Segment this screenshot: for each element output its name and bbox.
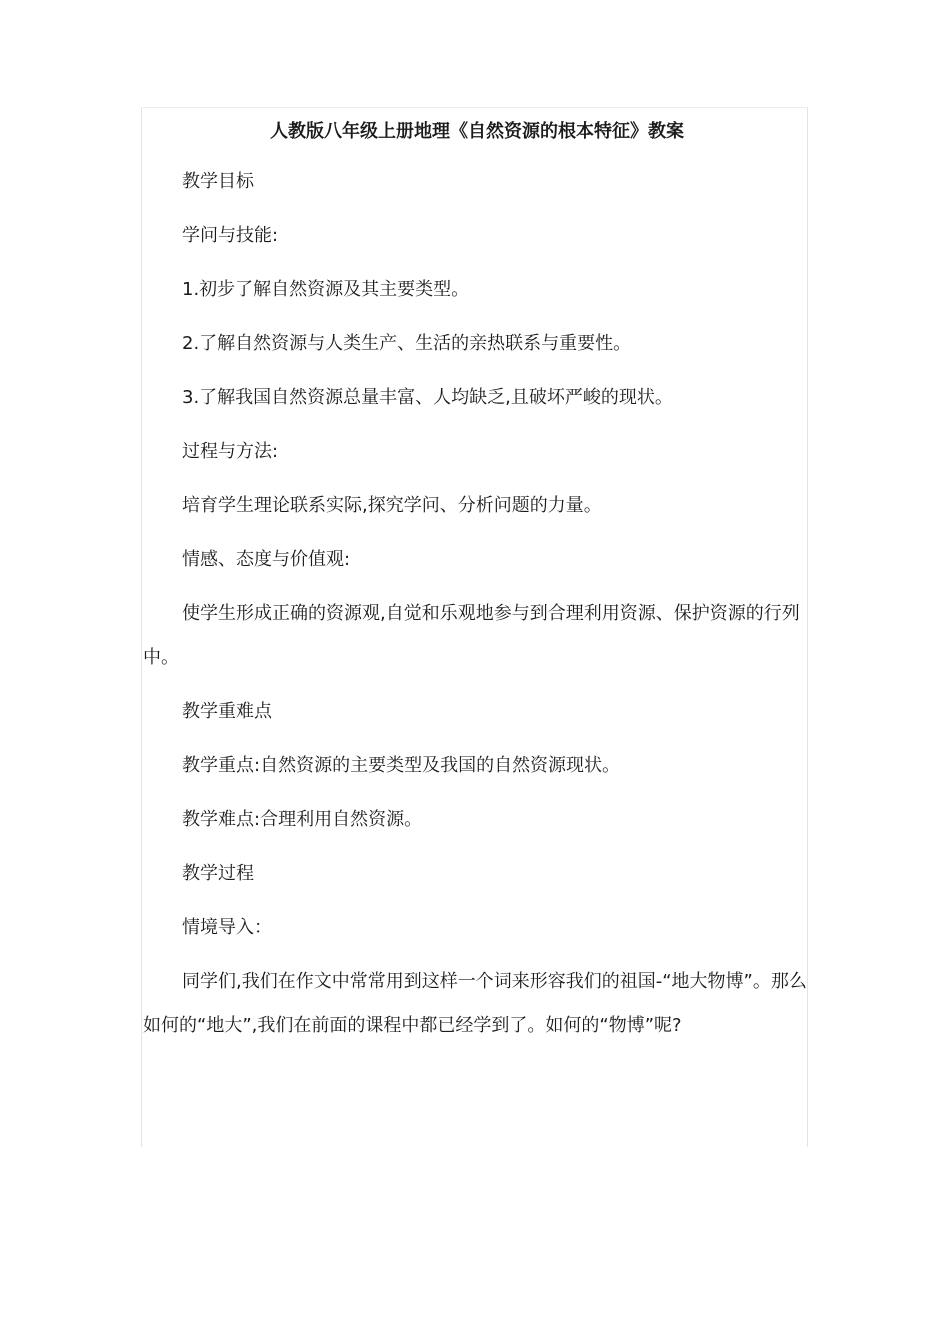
paragraph-scenario-intro: 情境导入： [182, 917, 272, 938]
document-title: 人教版八年级上册地理《自然资源的根本特征》教案 [270, 121, 684, 142]
paragraph-item-2: 2.了解自然资源与人类生产、生活的亲热联系与重要性。 [182, 333, 632, 354]
paragraph-process-methods: 过程与方法: [182, 441, 279, 462]
document-body [143, 118, 811, 1058]
paragraph-values-content: 使学生形成正确的资源观,自觉和乐观地参与到合理利用资源、保护资源的行列中。 [143, 603, 800, 668]
paragraph-intro-content: 同学们,我们在作文中常常用到这样一个词来形容我们的祖国-“地大物博”。那么如何的“地大”,我们在前面的课程中都已经学到了。如何的“物博”呢? [143, 971, 807, 1036]
paragraph-difficult-point: 教学难点:合理利用自然资源。 [182, 809, 423, 830]
paragraph-emotion-values: 情感、态度与价值观: [182, 549, 351, 570]
paragraph-teaching-process: 教学过程 [182, 863, 254, 884]
paragraph-process-content: 培育学生理论联系实际,探究学问、分析问题的力量。 [182, 495, 602, 516]
paragraph-key-point: 教学重点:自然资源的主要类型及我国的自然资源现状。 [182, 755, 621, 776]
paragraph-teaching-goals: 教学目标 [182, 171, 254, 192]
paragraph-key-difficult-points: 教学重难点 [182, 701, 272, 722]
paragraph-item-1: 1.初步了解自然资源及其主要类型。 [182, 279, 470, 300]
paragraph-item-3: 3.了解我国自然资源总量丰富、人均缺乏,且破坏严峻的现状。 [182, 387, 673, 408]
paragraph-knowledge-skills: 学问与技能: [182, 225, 279, 246]
